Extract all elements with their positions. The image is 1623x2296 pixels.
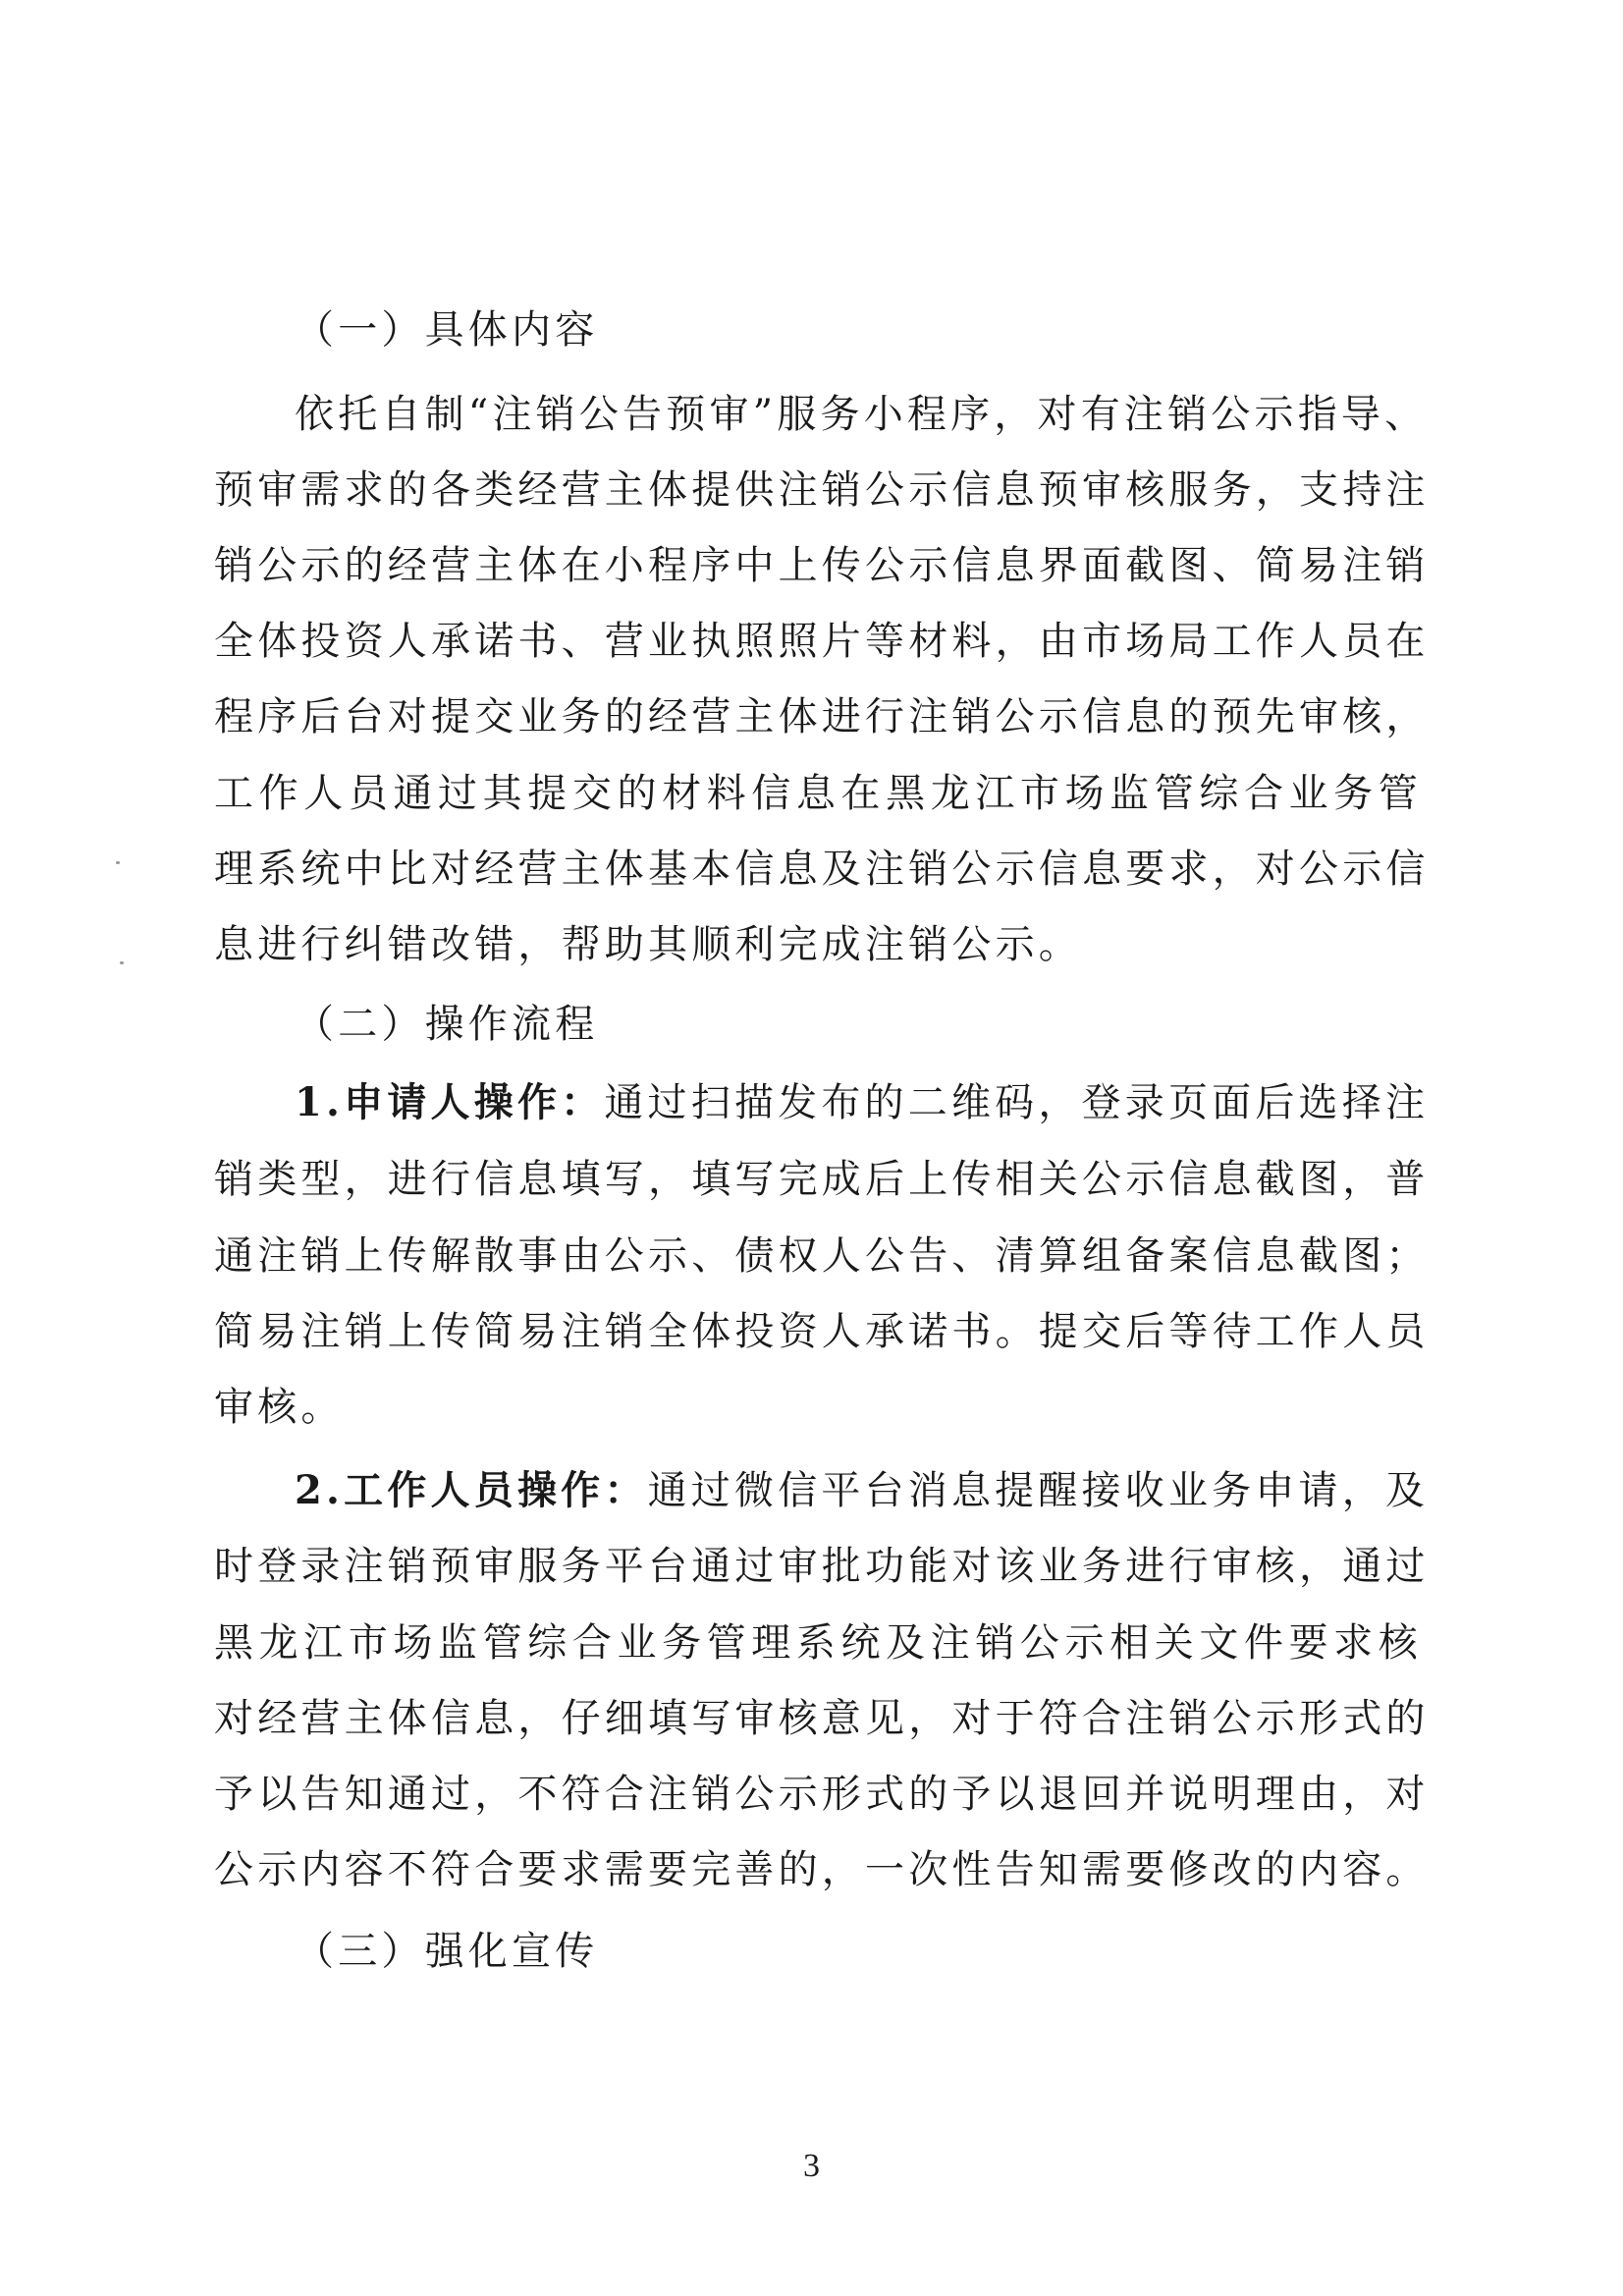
section-heading-2: （二）操作流程 <box>295 1002 599 1047</box>
list-item-2-first-line <box>295 1467 1430 1514</box>
paragraph-line: 通注销上传解散事由公示、债权人公告、清算组备案信息截图； <box>214 1233 1430 1279</box>
paragraph-line: 时登录注销预审服务平台通过审批功能对该业务进行审核，通过 <box>214 1544 1430 1589</box>
section-heading-1: （一）具体内容 <box>295 307 599 353</box>
list-item-1-text: 通过扫描发布的二维码，登录页面后选择注 <box>604 1080 1430 1125</box>
paragraph-line: 全体投资人承诺书、营业执照照片等材料，由市场局工作人员在 <box>214 619 1430 664</box>
paragraph-line: 公示内容不符合要求需要完善的，一次性告知需要修改的内容。 <box>214 1847 1430 1892</box>
paragraph-line: 工作人员通过其提交的材料信息在黑龙江市场监管综合业务管 <box>214 771 1422 816</box>
paragraph-line: 予以告知通过，不符合注销公示形式的予以退回并说明理由，对 <box>214 1772 1430 1817</box>
list-item-1-first-line <box>295 1079 1430 1126</box>
list-item-1-label: 1.申请人操作： <box>295 1079 605 1125</box>
page-number: 3 <box>803 2148 820 2184</box>
scan-speck <box>120 961 124 964</box>
paragraph-line: 简易注销上传简易注销全体投资人承诺书。提交后等待工作人员 <box>214 1309 1430 1354</box>
section-heading-3: （三）强化宣传 <box>295 1929 599 1974</box>
paragraph-line: 依托自制“注销公告预审”服务小程序，对有注销公示指导、 <box>295 392 1429 437</box>
paragraph-line: 息进行纠错改错，帮助其顺利完成注销公示。 <box>214 922 1082 967</box>
paragraph-line: 理系统中比对经营主体基本信息及注销公示信息要求，对公示信 <box>214 847 1430 892</box>
paragraph-line: 黑龙江市场监管综合业务管理系统及注销公示相关文件要求核 <box>214 1620 1422 1666</box>
paragraph-line: 程序后台对提交业务的经营主体进行注销公示信息的预先审核， <box>214 694 1430 739</box>
paragraph-line: 销公示的经营主体在小程序中上传公示信息界面截图、简易注销 <box>214 543 1430 588</box>
paragraph-line: 审核。 <box>214 1385 345 1430</box>
list-item-2-label: 2.工作人员操作： <box>295 1467 648 1513</box>
scan-speck <box>116 861 120 864</box>
paragraph-line: 预审需求的各类经营主体提供注销公示信息预审核服务，支持注 <box>214 467 1430 513</box>
paragraph-line: 对经营主体信息，仔细填写审核意见，对于符合注销公示形式的 <box>214 1696 1430 1741</box>
paragraph-line: 销类型，进行信息填写，填写完成后上传相关公示信息截图，普 <box>214 1157 1430 1202</box>
list-item-2-text: 通过微信平台消息提醒接收业务申请，及 <box>647 1468 1430 1513</box>
